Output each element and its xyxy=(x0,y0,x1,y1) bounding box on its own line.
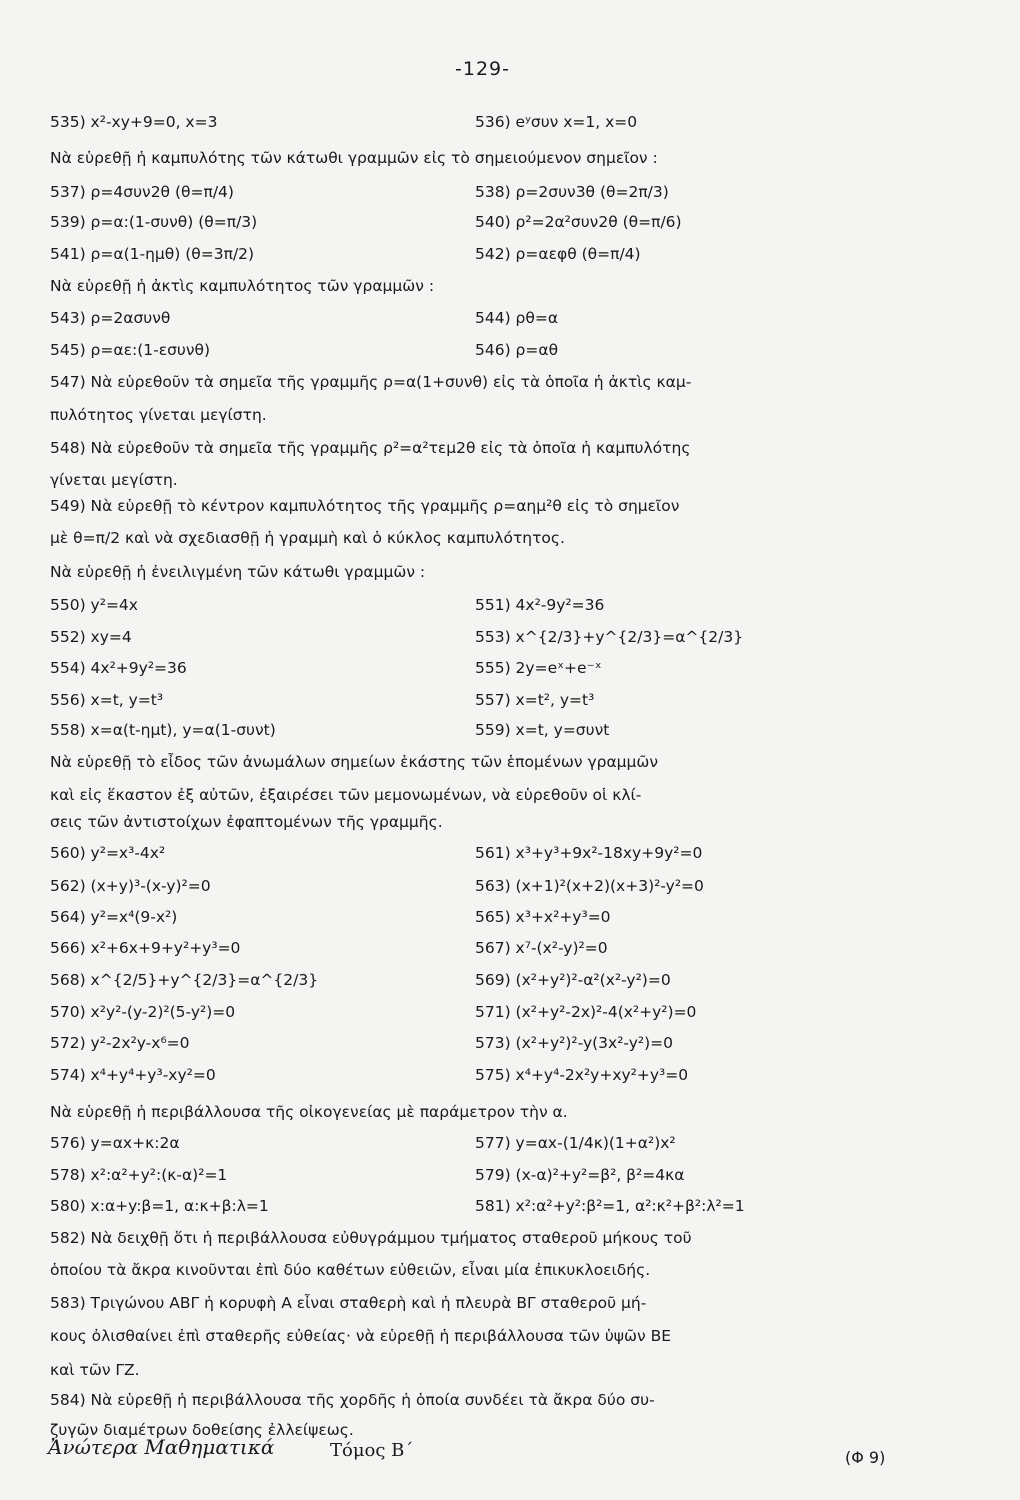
exercise-right: 575) x⁴+y⁴-2x²y+xy²+y³=0 xyxy=(475,1066,689,1084)
exercise-left: 564) y²=x⁴(9-x²) xyxy=(50,908,178,926)
text-line: Νὰ εὑρεθῇ ἡ ἐνειλιγμένη τῶν κάτωθι γραμμῶν : xyxy=(50,563,426,581)
text-line: σεις τῶν ἀντιστοίχων ἐφαπτομένων τῆς γραμμῆς. xyxy=(50,813,443,831)
text-line: ζυγῶν διαμέτρων δοθείσης ἐλλείψεως. xyxy=(50,1421,354,1439)
exercise-right: 565) x³+x²+y³=0 xyxy=(475,908,611,926)
exercise-right: 557) x=t², y=t³ xyxy=(475,691,595,709)
exercise-left: 558) x=α(t-ημt), y=α(1-συνt) xyxy=(50,721,276,739)
text-line: γίνεται μεγίστη. xyxy=(50,471,178,489)
exercise-right: 544) ρθ=α xyxy=(475,309,559,327)
exercise-right: 569) (x²+y²)²-α²(x²-y²)=0 xyxy=(475,971,671,989)
exercise-right: 579) (x-α)²+y²=β², β²=4κα xyxy=(475,1166,685,1184)
exercise-left: 560) y²=x³-4x² xyxy=(50,844,166,862)
exercise-right: 577) y=αx-(1/4κ)(1+α²)x² xyxy=(475,1134,676,1152)
text-line: Νὰ εὑρεθῇ τὸ εἶδος τῶν ἀνωμάλων σημείων ἑκάστης τῶν ἑπομένων γραμμῶν xyxy=(50,753,659,771)
book-title: Ἀνώτερα Μαθηματικά xyxy=(48,1435,275,1459)
text-line: κους ὀλισθαίνει ἐπὶ σταθερῆς εὐθείας· νὰ εὑρεθῇ ἡ περιβάλλουσα τῶν ὑψῶν ΒΕ xyxy=(50,1327,672,1345)
exercise-right: 538) ρ=2συν3θ (θ=2π/3) xyxy=(475,183,669,201)
exercise-right: 573) (x²+y²)²-y(3x²-y²)=0 xyxy=(475,1034,674,1052)
exercise-left: 566) x²+6x+9+y²+y³=0 xyxy=(50,939,241,957)
text-line: 583) Τριγώνου ΑΒΓ ἡ κορυφὴ Α εἶναι σταθερὴ καὶ ἡ πλευρὰ ΒΓ σταθεροῦ μή- xyxy=(50,1294,647,1312)
exercise-left: 580) x:α+y:β=1, α:κ+β:λ=1 xyxy=(50,1197,269,1215)
exercise-right: 559) x=t, y=συνt xyxy=(475,721,610,739)
text-line: Νὰ εὑρεθῇ ἡ περιβάλλουσα τῆς οἰκογενείας μὲ παράμετρον τὴν α. xyxy=(50,1103,568,1121)
text-line: 549) Νὰ εὑρεθῇ τὸ κέντρον καμπυλότητος τῆς γραμμῆς ρ=αημ²θ εἰς τὸ σημεῖον xyxy=(50,497,680,515)
sheet-number: (Φ 9) xyxy=(845,1448,886,1467)
page-number: -129- xyxy=(455,58,510,80)
exercise-right: 563) (x+1)²(x+2)(x+3)²-y²=0 xyxy=(475,877,704,895)
exercise-right: 581) x²:α²+y²:β²=1, α²:κ²+β²:λ²=1 xyxy=(475,1197,745,1215)
exercise-left: 574) x⁴+y⁴+y³-xy²=0 xyxy=(50,1066,216,1084)
exercise-right: 553) x^{2/3}+y^{2/3}=α^{2/3} xyxy=(475,628,744,646)
text-line: 582) Νὰ δειχθῇ ὅτι ἡ περιβάλλουσα εὐθυγράμμου τμήματος σταθεροῦ μήκους τοῦ xyxy=(50,1229,692,1247)
exercise-right: 540) ρ²=2α²συν2θ (θ=π/6) xyxy=(475,213,682,231)
exercise-left: 554) 4x²+9y²=36 xyxy=(50,659,187,677)
text-line: πυλότητος γίνεται μεγίστη. xyxy=(50,406,267,424)
exercise-left: 535) x²-xy+9=0, x=3 xyxy=(50,113,218,131)
exercise-left: 550) y²=4x xyxy=(50,596,138,614)
exercise-left: 578) x²:α²+y²:(κ-α)²=1 xyxy=(50,1166,228,1184)
volume-label: Τόμος Β´ xyxy=(330,1440,414,1461)
exercise-left: 562) (x+y)³-(x-y)²=0 xyxy=(50,877,211,895)
text-line: καὶ εἰς ἕκαστον ἐξ αὐτῶν, ἐξαιρέσει τῶν μεμονωμένων, νὰ εὑρεθοῦν οἱ κλί- xyxy=(50,786,642,804)
text-line: Νὰ εὑρεθῇ ἡ ἀκτὶς καμπυλότητος τῶν γραμμῶν : xyxy=(50,277,435,295)
text-line: ὁποίου τὰ ἄκρα κινοῦνται ἐπὶ δύο καθέτων εὐθειῶν, εἶναι μία ἐπικυκλοειδής. xyxy=(50,1261,651,1279)
exercise-left: 572) y²-2x²y-x⁶=0 xyxy=(50,1034,190,1052)
text-line: μὲ θ=π/2 καὶ νὰ σχεδιασθῇ ἡ γραμμὴ καὶ ὁ κύκλος καμπυλότητος. xyxy=(50,529,565,547)
text-line: Νὰ εὑρεθῇ ἡ καμπυλότης τῶν κάτωθι γραμμῶν εἰς τὸ σημειούμενον σημεῖον : xyxy=(50,149,658,167)
text-line: 584) Νὰ εὑρεθῇ ἡ περιβάλλουσα τῆς χορδῆς ἡ ὁποία συνδέει τὰ ἄκρα δύο συ- xyxy=(50,1391,655,1409)
exercise-right: 555) 2y=eˣ+e⁻ˣ xyxy=(475,659,602,677)
text-line: 548) Νὰ εὑρεθοῦν τὰ σημεῖα τῆς γραμμῆς ρ²=α²τεμ2θ εἰς τὰ ὁποῖα ἡ καμπυλότης xyxy=(50,439,691,457)
exercise-right: 546) ρ=αθ xyxy=(475,341,559,359)
exercise-left: 556) x=t, y=t³ xyxy=(50,691,164,709)
exercise-left: 541) ρ=α(1-ημθ) (θ=3π/2) xyxy=(50,245,255,263)
exercise-left: 543) ρ=2ασυνθ xyxy=(50,309,171,327)
exercise-left: 552) xy=4 xyxy=(50,628,132,646)
text-line: 547) Νὰ εὑρεθοῦν τὰ σημεῖα τῆς γραμμῆς ρ=α(1+συνθ) εἰς τὰ ὁποῖα ἡ ἀκτὶς καμ- xyxy=(50,373,692,391)
exercise-right: 551) 4x²-9y²=36 xyxy=(475,596,605,614)
exercise-left: 545) ρ=αε:(1-εσυνθ) xyxy=(50,341,211,359)
exercise-left: 576) y=αx+κ:2α xyxy=(50,1134,180,1152)
exercise-right: 571) (x²+y²-2x)²-4(x²+y²)=0 xyxy=(475,1003,697,1021)
text-line: καὶ τῶν ΓΖ. xyxy=(50,1361,140,1379)
exercise-left: 539) ρ=α:(1-συνθ) (θ=π/3) xyxy=(50,213,258,231)
exercise-left: 537) ρ=4συν2θ (θ=π/4) xyxy=(50,183,234,201)
exercise-right: 567) x⁷-(x²-y)²=0 xyxy=(475,939,608,957)
exercise-right: 542) ρ=αεφθ (θ=π/4) xyxy=(475,245,641,263)
exercise-right: 536) eʸσυν x=1, x=0 xyxy=(475,113,638,131)
exercise-left: 568) x^{2/5}+y^{2/3}=α^{2/3} xyxy=(50,971,319,989)
exercise-right: 561) x³+y³+9x²-18xy+9y²=0 xyxy=(475,844,703,862)
exercise-left: 570) x²y²-(y-2)²(5-y²)=0 xyxy=(50,1003,236,1021)
